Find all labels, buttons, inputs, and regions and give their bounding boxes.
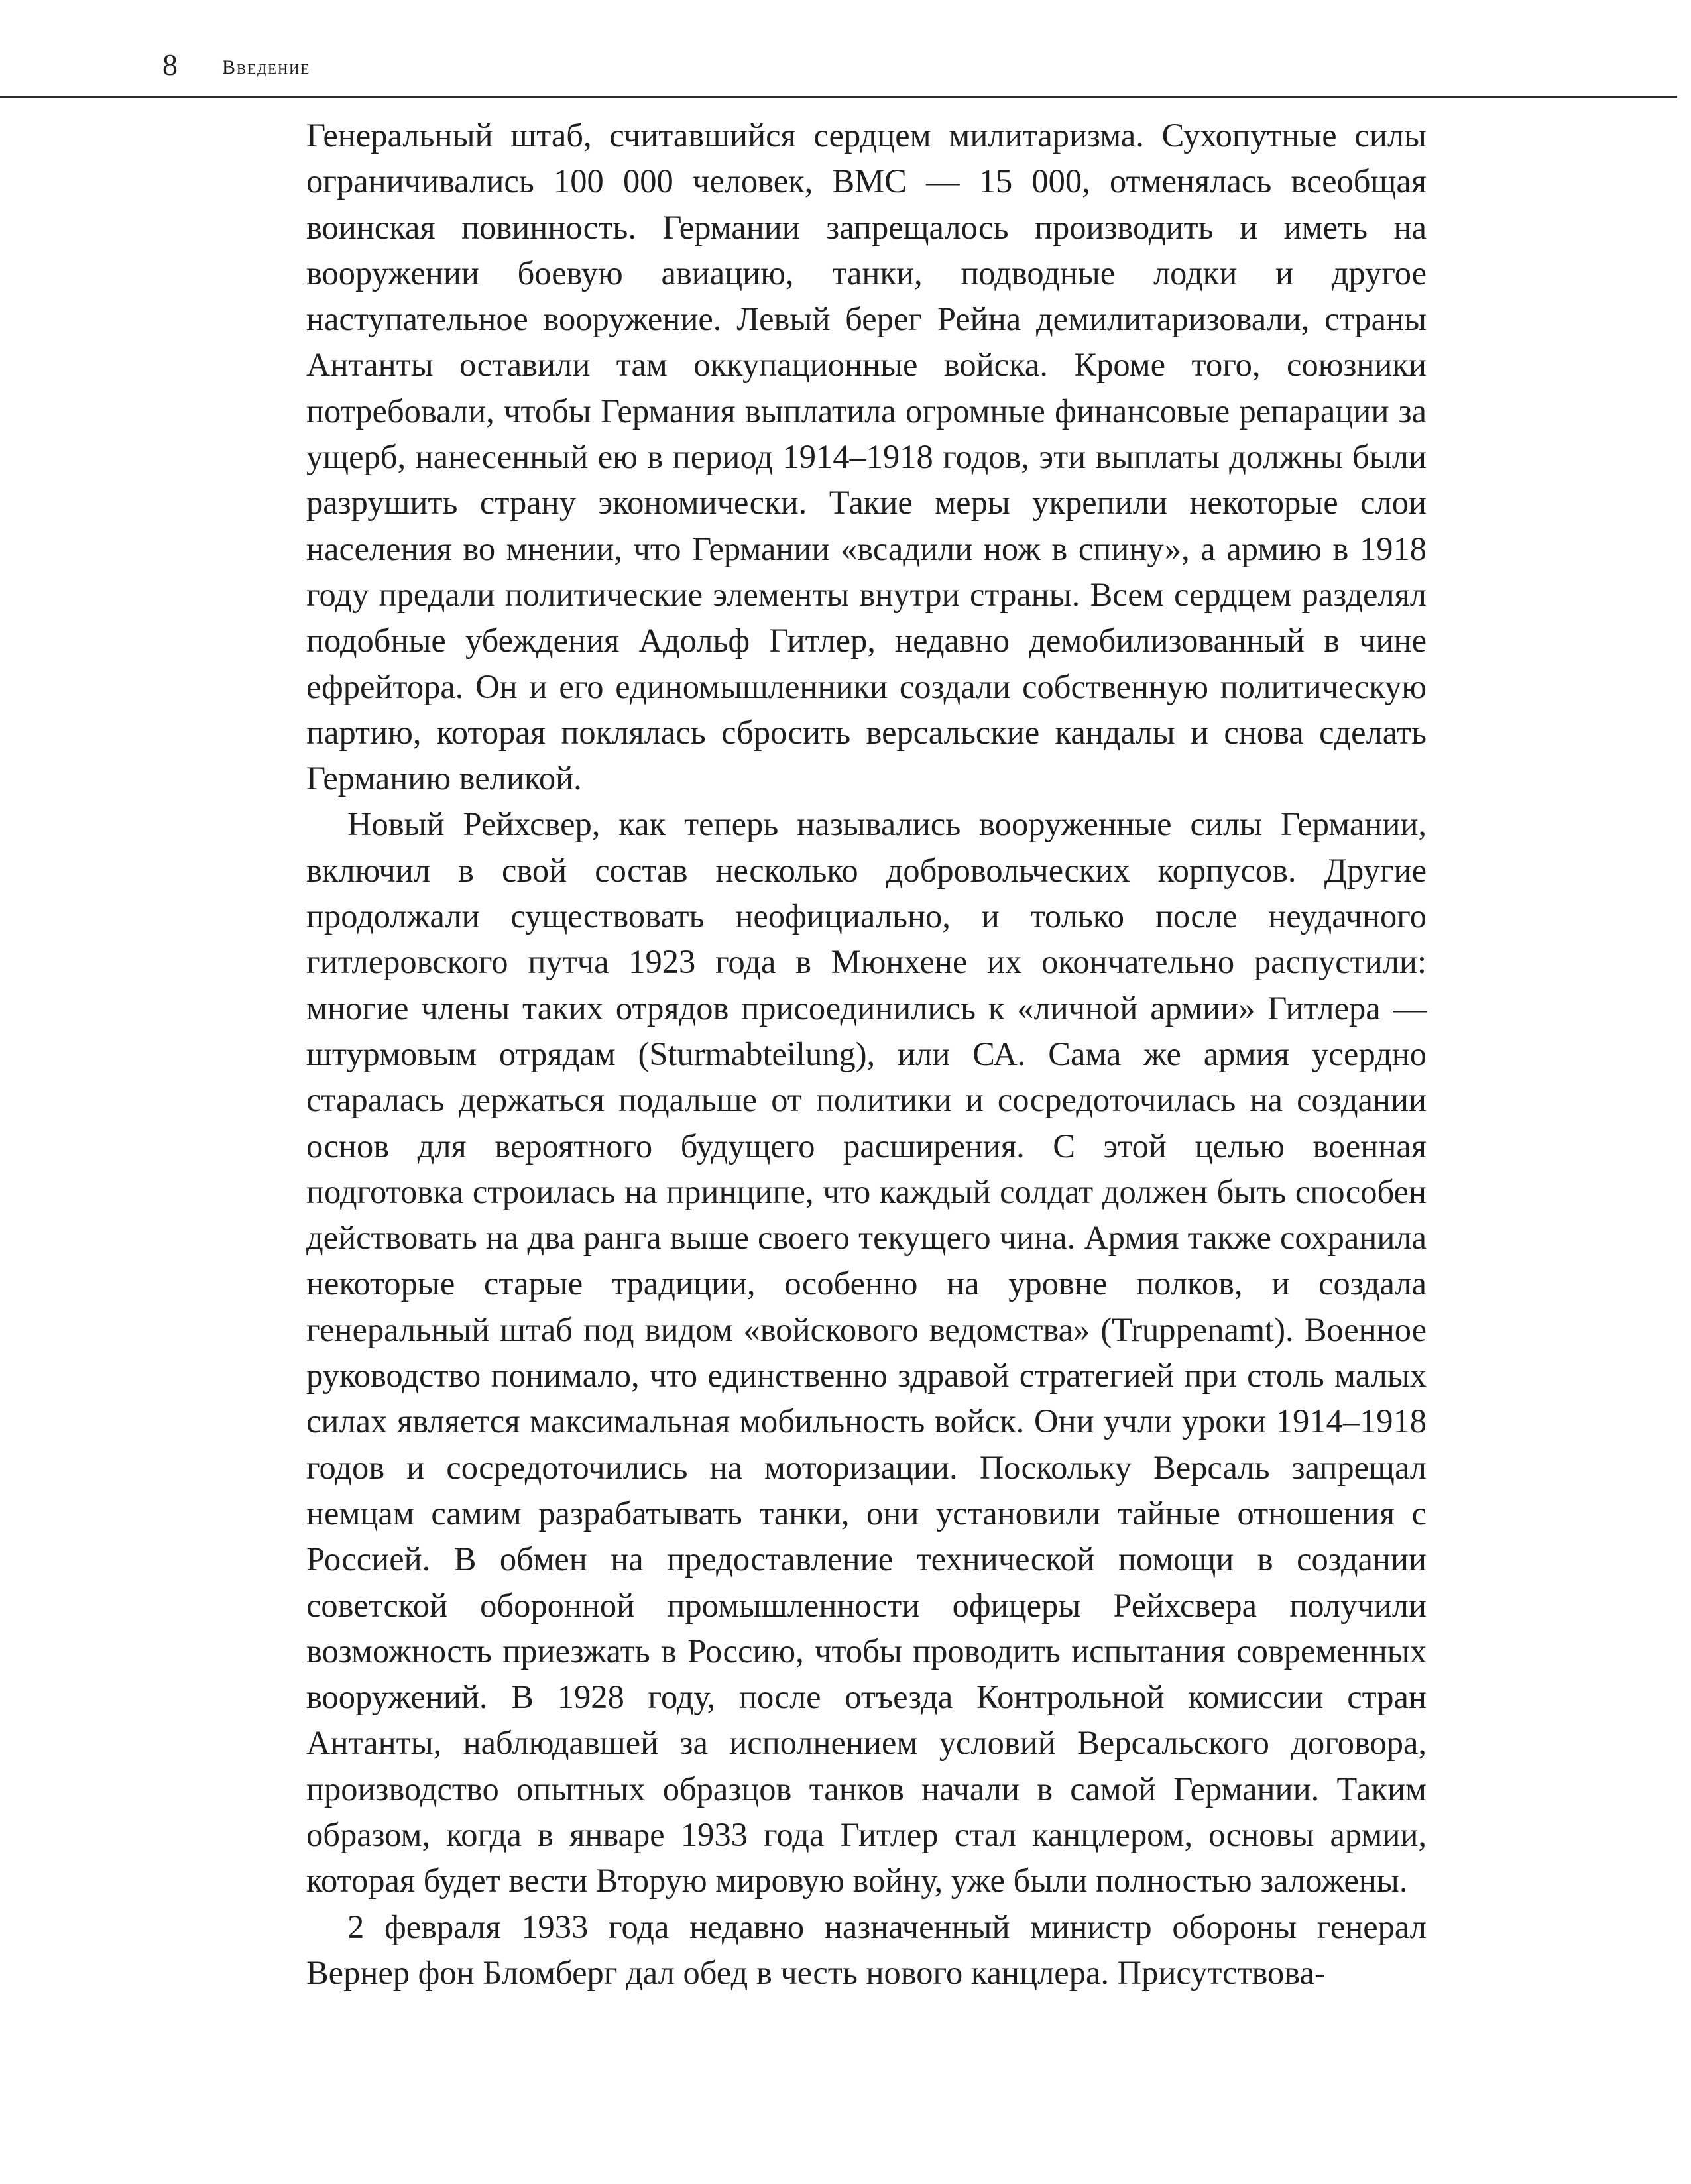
page-number: 8 — [162, 48, 178, 82]
paragraph-continuation: Генеральный штаб, считавшийся сердцем милитаризма. Сухопутные силы ограничивались 100 000 человек, ВМС — 15 000, отменялась всеобщая воинская повинность. Германии запрещалось производить и иметь на вооружении боевую авиацию, танки, подводные лодки и другое наступательное вооружение. Левый берег Рейна демилитаризовали, страны Антанты оставили там оккупационные войска. Кроме того, союзники потребовали, чтобы Германия выплатила огромные финансовые репарации за ущерб, нанесенный ею в период 1914–1918 годов, эти выплаты должны были разрушить страну экономически. Такие меры укрепили некоторые слои населения во мнении, что Германии «всадили нож в спину», а армию в 1918 году предали политические элементы внутри страны. Всем сердцем разделял подобные убеждения Адольф Гитлер, недавно демобилизованный в чине ефрейтора. Он и его единомышленники создали собственную политическую партию, которая поклялась сбросить версальские кандалы и снова сделать Германию великой. — [306, 117, 1427, 797]
running-head — [0, 40, 1677, 98]
body-text — [306, 113, 1427, 1996]
section-title: Введение — [222, 56, 311, 78]
paragraph-reichswehr: Новый Рейхсвер, как теперь назывались вооруженные силы Германии, включил в свой состав несколько добровольческих корпусов. Другие продолжали существовать неофициально, и только после неудачного гитлеровского путча 1923 года в Мюнхене их окончательно распустили: многие члены таких отрядов присоединились к «личной армии» Гитлера — штурмовым отрядам (Sturmabteilung), или СА. Сама же армия усердно старалась держаться подальше от политики и сосредоточилась на создании основ для вероятного будущего расширения. С этой целью военная подготовка строилась на принципе, что каждый солдат должен быть способен действовать на два ранга выше своего текущего чина. Армия также сохранила некоторые старые традиции, особенно на уровне полков, и создала генеральный штаб под видом «войскового ведомства» (Truppenamt). Военное руководство понимало, что единственно здравой стратегией при столь малых силах является максимальная мобильность войск. Они учли уроки 1914–1918 годов и сосредоточились на моторизации. Поскольку Версаль запрещал немцам самим разрабатывать танки, они установили тайные отношения с Россией. В обмен на предоставление технической помощи в создании советской оборонной промышленности офицеры Рейхсвера получили возможность приезжать в Россию, чтобы проводить испытания современных вооружений. В 1928 году, после отъезда Контрольной комиссии стран Антанты, наблюдавшей за исполнением условий Версальского договора, производство опытных образцов танков начали в самой Германии. Таким образом, когда в январе 1933 года Гитлер стал канцлером, основы армии, которая будет вести Вторую мировую войну, уже были полностью заложены. — [306, 805, 1427, 1900]
paragraph-blomberg-dinner: 2 февраля 1933 года недавно назначенный министр обороны генерал Вернер фон Бломберг дал обед в честь нового канцлера. Присутствова- — [306, 1908, 1427, 1991]
